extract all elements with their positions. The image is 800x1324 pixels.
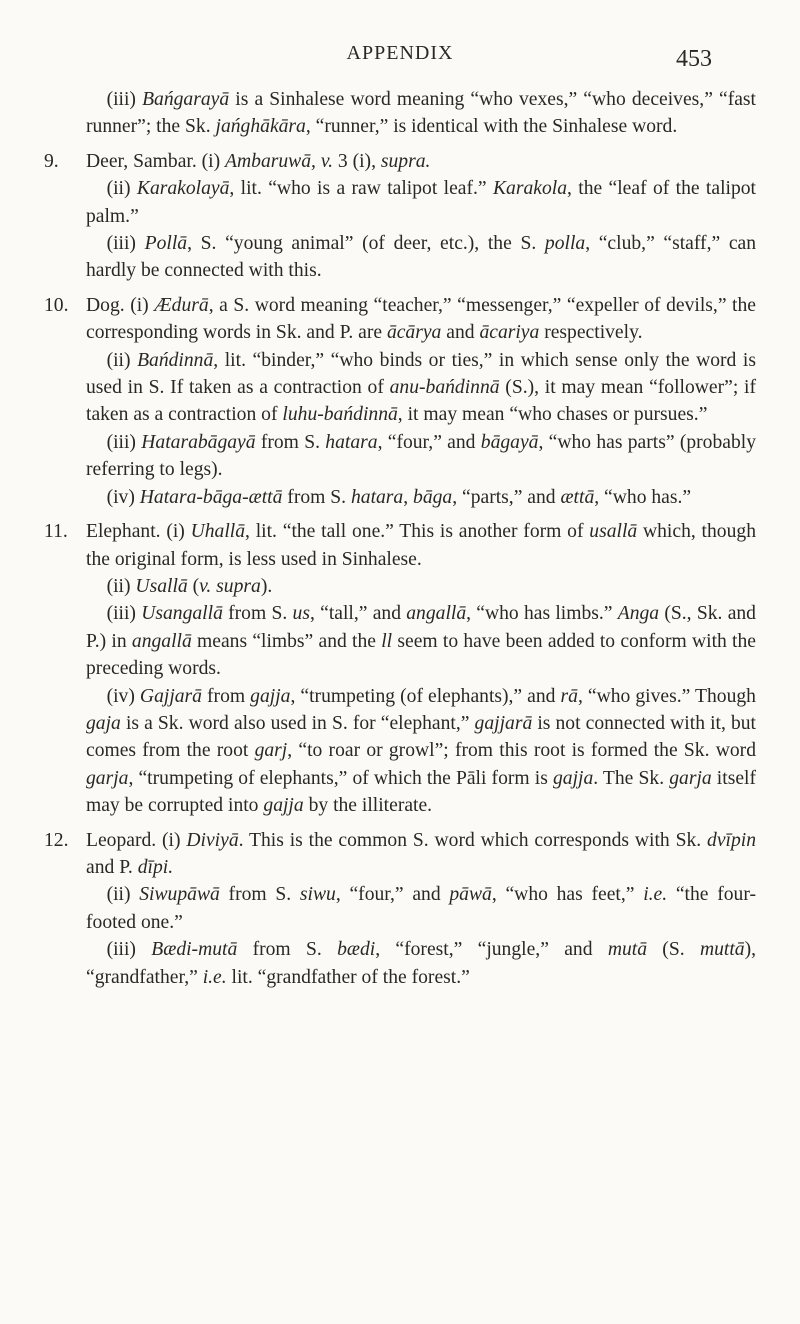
entry-paragraph: (ii) Usallā (v. supra). [106, 575, 273, 597]
entry-paragraph: (iii) Hatarabāgayā from S. hatara, “four,” and bāgayā, “who has parts” (probably referring to legs). [86, 431, 757, 481]
entry-number: 10. [44, 294, 69, 316]
entry-paragraph: (iii) Bańgarayā is a Sinhalese word meaning “who vexes,” “who deceives,” “fast runner”; the Sk. jańghākāra, “runner,” is identical with the Sinhalese word. [86, 89, 757, 138]
entry [44, 827, 756, 991]
entry [44, 86, 756, 141]
page-body [44, 86, 756, 991]
entry [44, 148, 756, 285]
entry-paragraph: (ii) Bańdinnā, lit. “binder,” “who binds or ties,” in which sense only the word is used in S. If taken as a contraction of anu-bańdinnā (S.), it may mean “follower”; if taken as a contraction of luhu-bańdinnā, it may mean “who chases or pursues.” [86, 349, 756, 426]
page-number: 453 [676, 46, 712, 72]
entry-paragraph: Dog. (i) Ædurā, a S. word meaning “teacher,” “messenger,” “expeller of devils,” the corresponding words in Sk. and P. are ācārya and ācariya respectively. [86, 294, 756, 344]
entry-paragraph: (iv) Hatara-bāga-ættā from S. hatara, bāga, “parts,” and ættā, “who has.” [106, 486, 692, 508]
entry-number: 9. [44, 150, 59, 172]
entry [44, 518, 756, 819]
entry-number: 12. [44, 829, 69, 851]
entry-paragraph: (iii) Pollā, S. “young animal” (of deer, etc.), the S. polla, “club,” “staff,” can hardly be connected with this. [86, 233, 757, 282]
entry [44, 292, 756, 511]
entry-paragraph: (iii) Bædi-mutā from S. bædi, “forest,” “jungle,” and mutā (S. muttā), “grandfather,” i.e. lit. “grandfather of the forest.” [86, 939, 757, 988]
running-head: APPENDIX [346, 42, 454, 64]
entry-paragraph: Elephant. (i) Uhallā, lit. “the tall one.” This is another form of usallā which, though the original form, is less used in Sinhalese. [86, 521, 756, 570]
entry-paragraph: (iv) Gajjarā from gajja, “trumpeting (of elephants),” and rā, “who gives.” Though gaja is a Sk. word also used in S. for “elephant,” gajjarā is not connected with it, but comes from the root garj, “to roar or growl”; from this root is formed the Sk. word garja, “trumpeting of elephants,” of which the Pāli form is gajja. The Sk. garja itself may be corrupted into gajja by the illiterate. [86, 685, 757, 817]
entry-paragraph: Deer, Sambar. (i) Ambaruwā, v. 3 (i), supra. [86, 150, 431, 172]
entry-paragraph: (ii) Karakolayā, lit. “who is a raw talipot leaf.” Karakola, the “leaf of the talipot palm.” [86, 178, 756, 227]
entry-number: 11. [44, 521, 68, 543]
entry-paragraph: (iii) Usangallā from S. us, “tall,” and angallā, “who has limbs.” Anga (S., Sk. and P.) in angallā means “limbs” and the ll seem to have been added to conform with the preceding words. [86, 603, 756, 680]
entry-paragraph: Leopard. (i) Diviyā. This is the common S. word which corresponds with Sk. dvīpin and P. dīpi. [86, 829, 757, 878]
entry-paragraph: (ii) Siwupāwā from S. siwu, “four,” and pāwā, “who has feet,” i.e. “the four-footed one.” [86, 884, 756, 933]
